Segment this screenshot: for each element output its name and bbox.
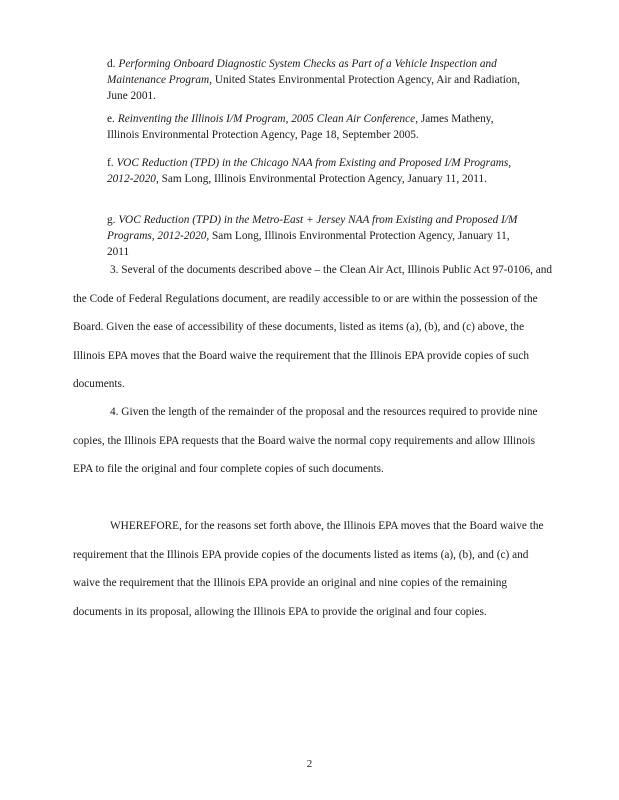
reference-label: e.: [107, 113, 115, 125]
paragraph-3: [73, 256, 553, 399]
reference-title: VOC Reduction (TPD) in the Metro-East + Jersey NAA from Existing and Proposed I/M Programs, 2012-2020: [107, 214, 518, 242]
reference-details: , Sam Long, Illinois Environmental Protection Agency, January 11, 2011: [107, 230, 510, 258]
reference-item-g: [107, 212, 527, 260]
reference-details: , James Matheny, Illinois Environmental Protection Agency, Page 18, September 2005.: [107, 113, 494, 141]
paragraph-4: [73, 398, 553, 484]
reference-title: Reinventing the Illinois I/M Program, 2005 Clean Air Conference: [117, 113, 416, 125]
paragraph-text: WHEREFORE, for the reasons set forth above, the Illinois EPA moves that the Board waive the requirement that the Illinois EPA provide copies of the documents listed as items (a), (b), and (c) and waive the requirement that the Illinois EPA provide an original and nine copies of the remaining documents in its proposal, allowing the Illinois EPA to provide the original and four copies.: [73, 520, 544, 618]
paragraph-text: 3. Several of the documents described above – the Clean Air Act, Illinois Public Act 97-0106, and the Code of Federal Regulations document, are readily accessible to or are within the possession of the Board. Given the ease of accessibility of these documents, listed as items (a), (b), and (c) above, the Illinois EPA moves that the Board waive the requirement that the Illinois EPA provide copies of such documents.: [73, 264, 553, 390]
reference-item-e: [107, 111, 527, 143]
reference-title: VOC Reduction (TPD) in the Chicago NAA from Existing and Proposed I/M Programs, 2012-2020: [107, 157, 512, 185]
reference-label: f.: [107, 157, 114, 169]
wherefore-paragraph: [73, 512, 553, 626]
page-number: 2: [306, 758, 313, 770]
reference-label: d.: [107, 58, 116, 70]
reference-label: g.: [107, 214, 116, 226]
reference-details: , United States Environmental Protection Agency, Air and Radiation, June 2001.: [107, 74, 521, 102]
reference-title: Performing Onboard Diagnostic System Checks as Part of a Vehicle Inspection and Maintenance Program: [107, 58, 497, 86]
reference-details: , Sam Long, Illinois Environmental Protection Agency, January 11, 2011.: [155, 173, 487, 185]
reference-item-d: [107, 56, 527, 104]
paragraph-text: 4. Given the length of the remainder of the proposal and the resources required to provide nine copies, the Illinois EPA requests that the Board waive the normal copy requirements and allow Illinois EPA to file the original and four complete copies of such documents.: [73, 406, 538, 475]
reference-item-f: [107, 155, 527, 187]
